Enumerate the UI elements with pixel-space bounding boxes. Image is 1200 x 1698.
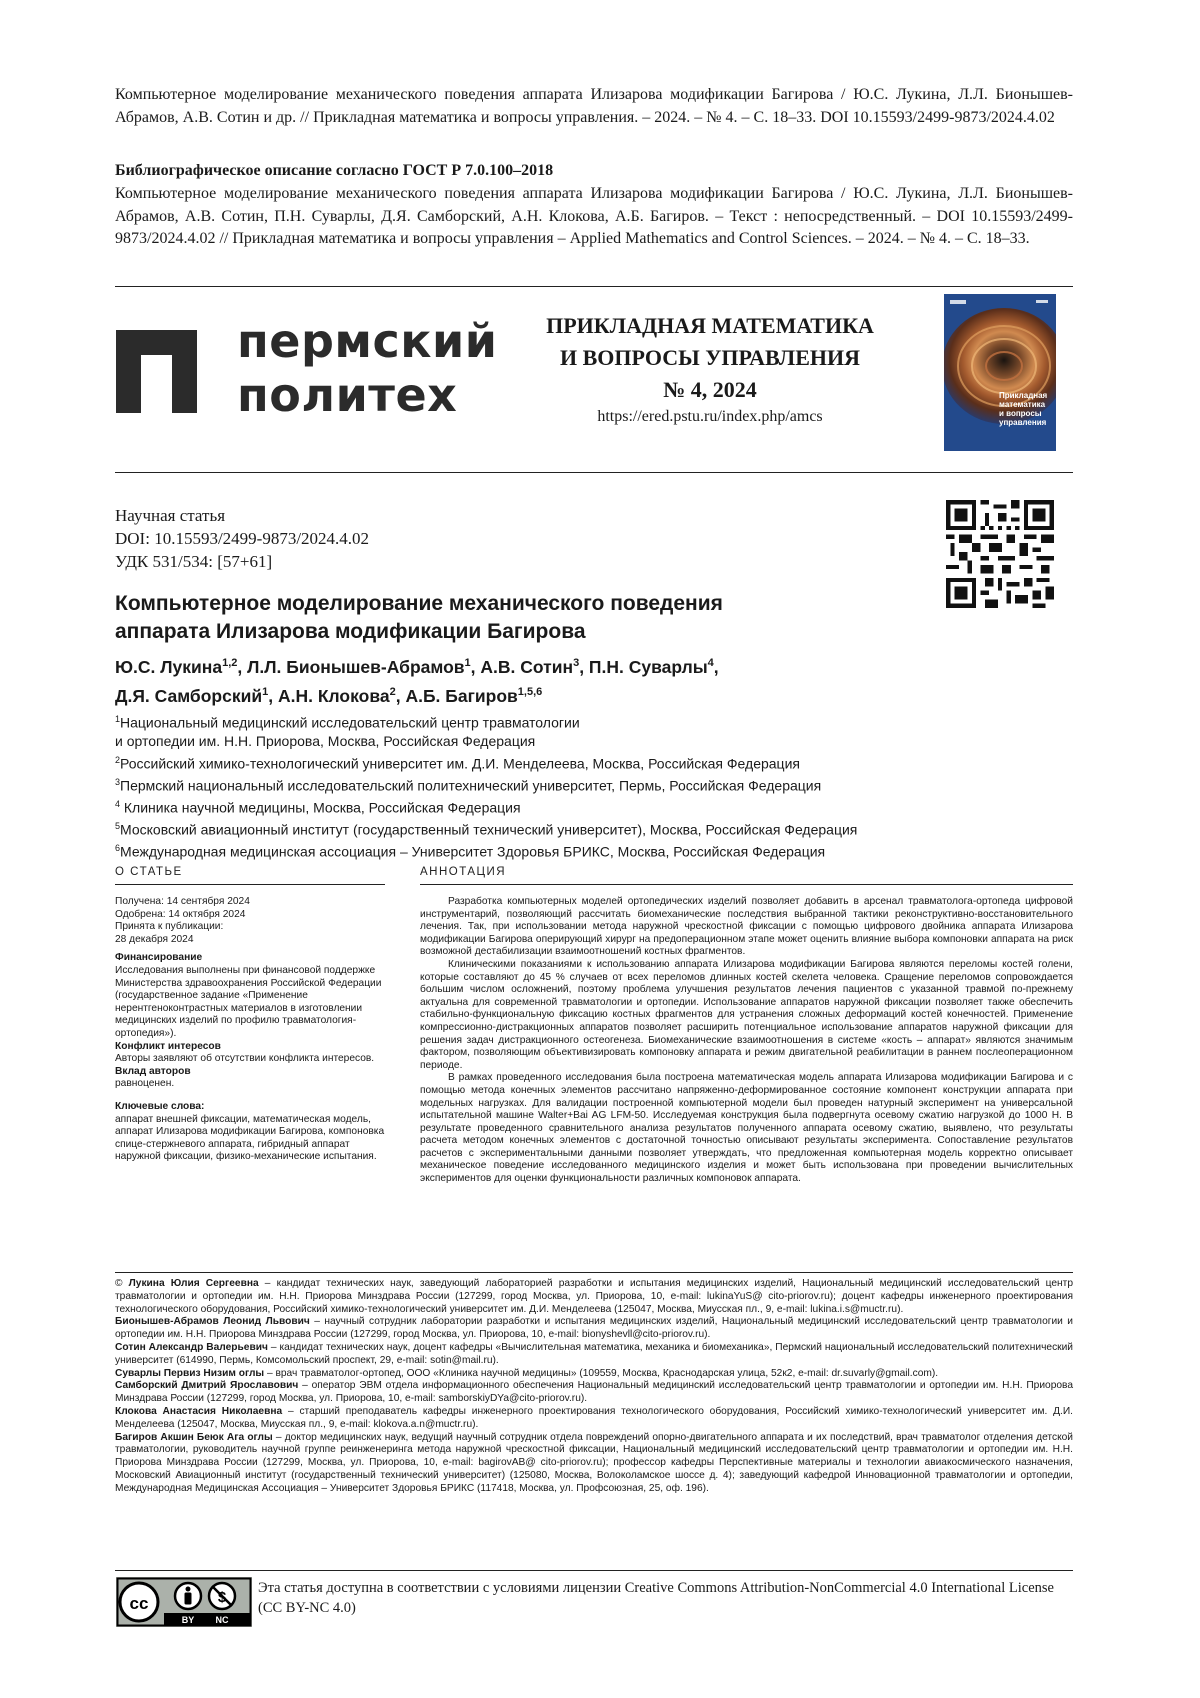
divider-license (115, 1570, 1073, 1571)
accepted-date: 28 декабря 2024 (115, 934, 385, 947)
divider-authors (115, 1272, 1073, 1273)
affiliation-item: и ортопедии им. Н.Н. Приорова, Москва, Российская Федерация (115, 732, 1075, 751)
divider-header (115, 472, 1073, 473)
about-article-column (115, 896, 385, 1164)
funding-title: Финансирование (115, 952, 385, 965)
university-logo-text (237, 314, 497, 422)
author-info-item: Сотин Александр Валерьевич – кандидат технических наук, доцент кафедры «Вычислительная математика, механика и биомеханика», Пермский национальный исследовательский политехнический университет (614990, Пермь, Комсомольский проспект, 29, e-mail: sotin@mail.ru). (115, 1342, 1073, 1368)
author-name: А.Н. Клокова (278, 686, 390, 706)
badge-by-label: BY (182, 1615, 195, 1625)
journal-title-line-2: И ВОПРОСЫ УПРАВЛЕНИЯ (510, 342, 910, 374)
article-meta (115, 504, 369, 573)
politech-logo-icon (116, 330, 197, 413)
funding-text: Исследования выполнены при финансовой поддержке Министерства здравоохранения Российской Федерации (государственное задание «Применение нерентгеноконтраст­ных материалов в изготовлении медицинских изделий по профилю травматология-ортопедия»). (115, 965, 385, 1041)
author-affiliation-marker: 1 (465, 657, 471, 669)
abstract-paragraph-3: В рамках проведенного исследования была построена математическая модель аппарата Илизарова модификации Багирова и с помощью метода конечных элементов рассчитано напряженно-деформированное состояние компонент конструкции аппарата при модельных нагрузках. Для валидации построенной компьютерной модели был проведен натурный эксперимент на универсальной испытательной машине Walter+Bai AG LFM-50. Исследуемая конструкция была подвергнута осевому сжатию нагрузкой до 1000 Н. В результате проведенного сравнительного анализа результатов полученного аппарата осевому сжатию, выявлено, что результаты расчета методом конечных элементов с достаточной точностью описывают результаты эксперимента. Сопоставление результатов расчетов с экспериментальными данными позволяет утверждать, что предложенная компьютерная модель корректно описывает механическое поведение исследованного медицинского изделия и может быть использована при проведении вычислительных экспериментов для оценки функциональности различных компоновок аппарата. (420, 1072, 1073, 1185)
received-date: Получена: 14 сентября 2024 (115, 896, 385, 909)
author-affiliation-marker: 1 (262, 686, 268, 698)
gost-citation-text: Компьютерное моделирование механического поведения аппарата Илизарова модификации Багирова / Ю.С. Лукина, Л.Л. Бионышев-Абрамов, А.В. Сотин, П.Н. Суварлы, Д.Я. Самборский, А.Н. Клокова, А.Б. Багиров. – Текст : непосредственный. – DOI 10.15593/2499-9873/2024.4.02 // Прикладная математика и вопросы управления – Applied Mathematics and Control Sciences. – 2024. – № 4. – С. 18–33. (115, 183, 1073, 251)
svg-text:cc: cc (130, 1594, 149, 1613)
author-affiliation-marker: 4 (708, 657, 714, 669)
divider-top (115, 286, 1073, 287)
accepted-label: Принята к публикации: (115, 921, 385, 934)
cover-title-2: математика (999, 400, 1046, 409)
affiliation-item: 6Международная медицинская ассоциация – Университет Здоровья БРИКС, Москва, Российская Федерация (115, 839, 1075, 861)
author-affiliation-marker: 3 (573, 657, 579, 669)
journal-issue: № 4, 2024 (510, 374, 910, 406)
author-list: Ю.С. Лукина1,2, Л.Л. Бионышев-Абрамов1, А.В. Сотин3, П.Н. Суварлы4, Д.Я. Самборский1, А.Н. Клокова2, А.Б. Багиров1,5,6 (115, 651, 995, 709)
badge-nc-label: NC (216, 1615, 229, 1625)
approved-date: Одобрена: 14 октября 2024 (115, 909, 385, 922)
about-divider (115, 884, 385, 885)
affiliation-list (115, 710, 1075, 861)
abstract-divider (420, 884, 1073, 885)
article-udk: УДК 531/534: [57+61] (115, 550, 369, 573)
abstract-paragraph-1: Разработка компьютерных моделей ортопедических изделий позволяет добавить в арсенал травматолога-ортопеда цифровой инструментарий, позволяющий рассчитать биомеханические последствия выбранной тактики реконструктивно-восстановительного лечения. Так, при использовании метода наружной чрескостной фиксации с помощью цифрового двойника аппарата Илизарова модификации Багирова оперирующий хирург на предоперационном этапе может оценить влияние выбора компоновки аппарата на риск возможной дестабилизации взаимоотношений костных фрагментов. (420, 896, 1073, 959)
logo-line-1: пермский (237, 314, 497, 368)
cover-title-1: Прикладная (999, 391, 1048, 400)
journal-heading (510, 310, 910, 428)
author-name: А.В. Сотин (480, 657, 573, 677)
cover-title-3: и вопросы (999, 409, 1042, 418)
cover-title-4: управления (999, 418, 1047, 427)
author-info-item: Багиров Акшин Беюк Ага оглы – доктор медицинских наук, ведущий научный сотрудник отдела повреждений опорно-двигательного аппарата и их последствий, врач травматолог отделения детской травматологии, руководитель научной группе реинженеринга метода наружной чрескостной фиксации, Национальный медицинский исследовательский центр травматологии и ортопедии им. Н.Н. Приорова Минздрава России (127299, Москва, ул. Приорова, 10, e-mail: bagirovAB@ cito-priorov.ru); профессор кафедры Перспективные материалы и технологии авиакосмического назначения, Московский Авиационный институт (государственный технический университет) (125080, Москва, Волоколамское шоссе д. 4); заведующий кафедрой Инновационной травматологии и ортопедии, Международная Медицинская Ассоциация – Университет Здоровья БРИКС (117418, Москва, ул. Профсоюзная, 25, оф. 196). (115, 1432, 1073, 1496)
journal-title-line-1: ПРИКЛАДНАЯ МАТЕМАТИКА (510, 310, 910, 342)
author-name: А.Б. Багиров (405, 686, 517, 706)
author-affiliation-marker: 1,5,6 (518, 686, 542, 698)
abstract-section-head: АННОТАЦИЯ (420, 866, 506, 878)
logo-line-2: политех (237, 368, 497, 422)
abstract-paragraph-2: Клиническими показаниями к использованию аппарата Илизарова модификации Багирова являются переломы костей голени, которые составляют до 45 % случаев от всех переломов длинных костей скелета человека. Сращение переломов сопровождается большим числом осложнений, поэтому проблема улучшения результатов лечения пациентов с указанной травмой по-прежнему актуальна для современной травматологии и ортопедии. Использование аппаратов наружной фиксации позволяет также обеспечить стабильно-функциональную фиксацию костных фрагментов для устранения сложных деформаций костей конечностей. Применение компрессионно-дистракционных аппаратов позволяет расширить потенциальное использование аппаратов наружной фиксации для решения задач дистракционного остеогенеза. Биомеханические взаимоотношения в системе «кость – аппарат» являются значимым фактором, позволяющим объективизировать компоновку аппарата и режим двигательной реабилитации в раннем послеоперационном периоде. (420, 959, 1073, 1072)
author-info-item: © Лукина Юлия Сергеевна – кандидат технических наук, заведующий лабораторией разработки и испытания медицинских изделий, Национальный медицинский исследовательский центр травматологии и ортопедии им. Н.Н. Приорова Минздрава России (127299, город Москва, ул. Приорова, 10, e-mail: lukinaYuS@ cito-priorov.ru); доцент кафедры инженерного проектирования технологического оборудования, Российский химико-технологический университет им. Д.И. Менделеева (125047, Москва, Миусская пл., 9, e-mail: lukina.i.s@muctr.ru). (115, 1278, 1073, 1316)
article-type: Научная статья (115, 504, 369, 527)
author-info-item: Клокова Анастасия Николаевна – старший преподаватель кафедры инженерного проектирования технологического оборудования, Российский химико-технологический университет им. Д.И. Менделеева (125047, Москва, Миусская пл., 9, e-mail: klokova.a.n@muctr.ru). (115, 1406, 1073, 1432)
gost-citation-title: Библиографическое описание согласно ГОСТ Р 7.0.100–2018 (115, 162, 553, 180)
author-info-item: Самборский Дмитрий Ярославович – оператор ЭВМ отдела информационного обеспечения Национальный медицинский исследовательский центр травматологии и ортопедии им. Н.Н. Приорова Минздрава России (127299, город Москва, ул. Приорова, 10, e-mail: samborskiyDYa@cito-priorov.ru). (115, 1380, 1073, 1406)
contrib-title: Вклад авторов (115, 1066, 385, 1079)
article-title-line-1: Компьютерное моделирование механического поведения (115, 590, 915, 618)
author-information (115, 1278, 1073, 1496)
affiliation-item: 2Российский химико-технологический университет им. Д.И. Менделеева, Москва, Российская Федерация (115, 751, 1075, 773)
conflict-text: Авторы заявляют об отсутствии конфликта интересов. (115, 1053, 385, 1066)
affiliation-item: 3Пермский национальный исследовательский политехнический университет, Пермь, Российская Федерация (115, 773, 1075, 795)
abstract-column (420, 896, 1073, 1186)
conflict-title: Конфликт интересов (115, 1041, 385, 1054)
author-name: Д.Я. Самборский (115, 686, 262, 706)
affiliation-item: 1Национальный медицинский исследовательский центр травматологии (115, 710, 1075, 732)
author-affiliation-marker: 1,2 (222, 657, 237, 669)
author-name: Ю.С. Лукина (115, 657, 222, 677)
article-title-line-2: аппарата Илизарова модификации Багирова (115, 618, 915, 646)
affiliation-item: 5Московский авиационный институт (государственный технический университет), Москва, Российская Федерация (115, 817, 1075, 839)
journal-cover-image (944, 294, 1056, 451)
contrib-text: равноценен. (115, 1078, 385, 1091)
about-section-head: О СТАТЬЕ (115, 866, 183, 878)
author-affiliation-marker: 2 (390, 686, 396, 698)
author-info-item: Суварлы Первиз Низим оглы – врач травматолог-ортопед, ООО «Клиника научной медицины» (109559, Москва, Краснодарская улица, 52к2, e-mail: dr.suvarly@gmail.com). (115, 1368, 1073, 1381)
keywords-title: Ключевые слова: (115, 1101, 385, 1114)
license-text: Эта статья доступна в соответствии с условиями лицензии Creative Commons Attribution-NonCommercial 4.0 International License (CC BY-NC 4.0) (258, 1578, 1073, 1618)
keywords-text: аппарат внешней фиксации, математическая модель, аппарат Илизарова модификации Багирова, компоновка спице-стержневого аппарата, гибридный аппарат наружной фиксации, физико-механические испытания. (115, 1114, 385, 1164)
cc-by-nc-badge-icon (116, 1577, 252, 1627)
citation-short: Компьютерное моделирование механического поведения аппарата Илизарова модификации Багирова / Ю.С. Лукина, Л.Л. Бионышев-Абрамов, А.В. Сотин и др. // Прикладная математика и вопросы управления. – 2024. – № 4. – С. 18–33. DOI 10.15593/2499-9873/2024.4.02 (115, 84, 1073, 129)
qr-code-icon (946, 500, 1054, 608)
author-name: Л.Л. Бионышев-Абрамов (247, 657, 464, 677)
author-name: П.Н. Суварлы (589, 657, 708, 677)
journal-url-link[interactable]: https://ered.pstu.ru/index.php/amcs (510, 406, 910, 428)
author-info-item: Бионышев-Абрамов Леонид Львович – научный сотрудник лаборатории разработки и испытания медицинских изделий, Национальный медицинский исследовательский центр травматологии и ортопедии им. Н.Н. Приорова Минздрава России (127299, город Москва, ул. Приорова, 10, e-mail: bionyshevll@cito-priorov.ru). (115, 1316, 1073, 1342)
article-title (115, 590, 915, 646)
affiliation-item: 4 Клиника научной медицины, Москва, Российская Федерация (115, 795, 1075, 817)
article-doi: DOI: 10.15593/2499-9873/2024.4.02 (115, 527, 369, 550)
